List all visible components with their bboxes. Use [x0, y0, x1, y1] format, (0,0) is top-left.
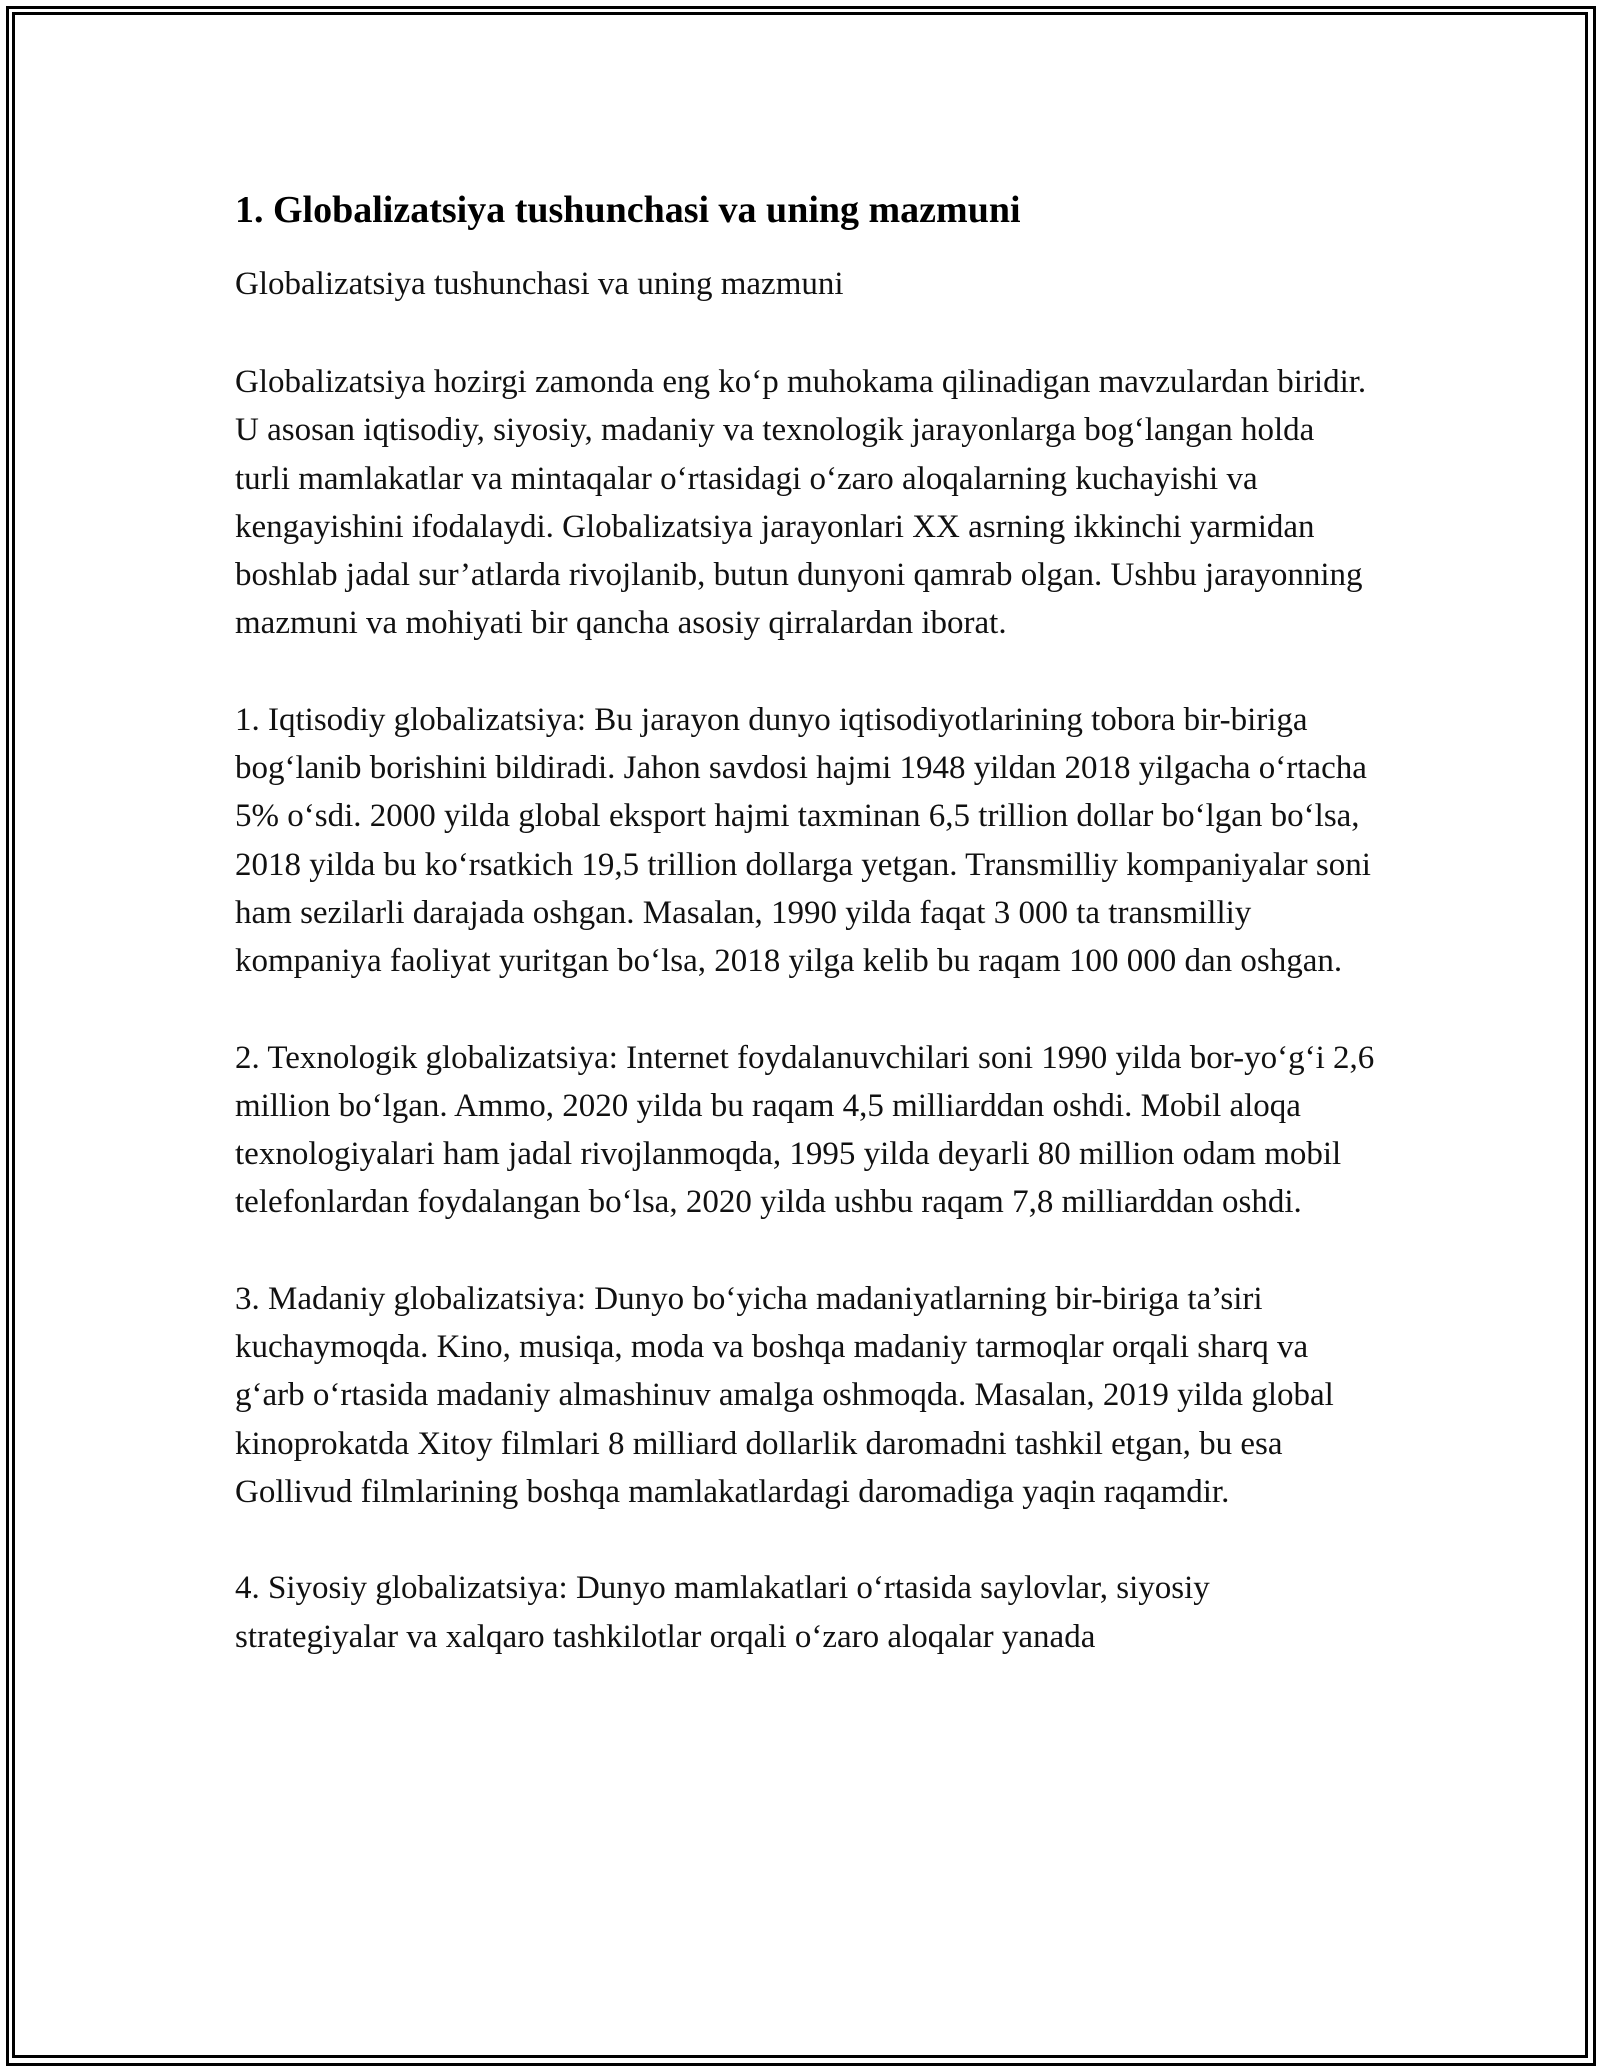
paragraph-political: 4. Siyosiy globalizatsiya: Dunyo mamlakatlari o‘rtasida saylovlar, siyosiy strategiyalar va xalqaro tashkilotlar orqali o‘zaro aloqalar yanada — [235, 1570, 1210, 1655]
paragraph-cultural: 3. Madaniy globalizatsiya: Dunyo bo‘yicha madaniyatlarning bir-biriga ta’siri kuchaymoqda. Kino, musiqa, moda va boshqa madaniy tarmoqlar orqali sharq va g‘arb o‘rtasida madaniy almashinuv amalga oshmoqda. Masalan, 2019 yilda global kinoprokatda Xitoy filmlari 8 milliard dollarlik daromadni tashkil etgan, bu esa Gollivud filmlarining boshqa mamlakatlardagi daromadiga yaqin raqamdir. — [235, 1280, 1334, 1510]
paragraph-intro: Globalizatsiya hozirgi zamonda eng ko‘p muhokama qilinadigan mavzulardan biridir. U asosan iqtisodiy, siyosiy, madaniy va texnologik jarayonlarga bog‘langan holda turli mamlakatlar va mintaqalar o‘rtasidagi o‘zaro aloqalarning kuchayishi va kengayishini ifodalaydi. Globalizatsiya jarayonlari XX asrning ikkinchi yarmidan boshlab jadal sur’atlarda rivojlanib, butun dunyoni qamrab olgan. Ushbu jarayonning mazmuni va mohiyati bir qancha asosiy qirralardan iborat. — [235, 364, 1367, 642]
document-body — [235, 186, 1375, 1709]
document-title: 1. Globalizatsiya tushunchasi va uning mazmuni — [235, 189, 1021, 231]
document-subtitle: Globalizatsiya tushunchasi va uning mazmuni — [235, 266, 844, 302]
paragraph-technological: 2. Texnologik globalizatsiya: Internet foydalanuvchilari soni 1990 yilda bor-yo‘g‘i 2,6 million bo‘lgan. Ammo, 2020 yilda bu raqam 4,5 milliarddan oshdi. Mobil aloqa texnologiyalari ham jadal rivojlanmoqda, 1995 yilda deyarli 80 million odam mobil telefonlardan foydalangan bo‘lsa, 2020 yilda ushbu raqam 7,8 milliarddan oshdi. — [235, 1039, 1375, 1221]
paragraph-economic: 1. Iqtisodiy globalizatsiya: Bu jarayon dunyo iqtisodiyotlarining tobora bir-biriga bog‘lanib borishini bildiradi. Jahon savdosi hajmi 1948 yildan 2018 yilgacha o‘rtacha 5% o‘sdi. 2000 yilda global eksport hajmi taxminan 6,5 trillion dollar bo‘lgan bo‘lsa, 2018 yilda bu ko‘rsatkich 19,5 trillion dollarga yetgan. Transmilliy kompaniyalar soni ham sezilarli darajada oshgan. Masalan, 1990 yilda faqat 3 000 ta transmilliy kompaniya faoliyat yuritgan bo‘lsa, 2018 yilga kelib bu raqam 100 000 dan oshgan. — [235, 701, 1371, 980]
